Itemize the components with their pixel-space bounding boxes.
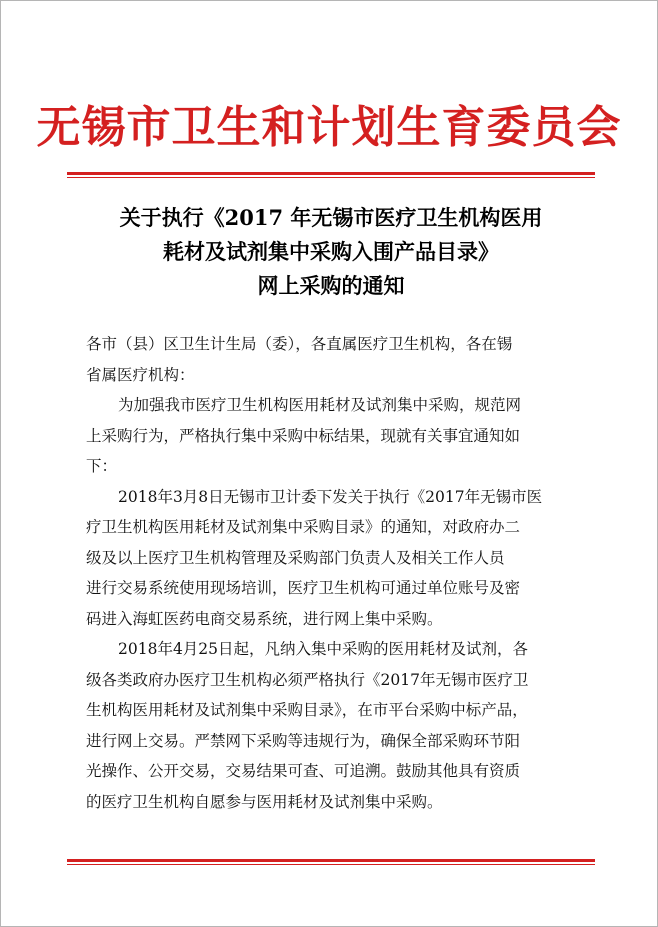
title-line: 耗材及试剂集中采购入围产品目录》 [163,239,499,264]
paragraph-line: 级各类政府办医疗卫生机构必须严格执行《2017年无锡市医疗卫 [86,670,529,689]
paragraph-line: 进行网上交易。严禁网下采购等违规行为，确保全部采购环节阳 [86,731,521,750]
paragraph-line: 码进入海虹医药电商交易系统，进行网上集中采购。 [86,609,443,628]
title-line: 关于执行《2017 年无锡市医疗卫生机构医用 [119,205,543,230]
paragraph-line: 2018年3月8日无锡市卫计委下发关于执行《2017年无锡市医 [118,487,543,506]
paragraph-line: 2018年4月25日起，凡纳入集中采购的医用耗材及试剂，各 [118,640,529,658]
paragraph-line: 上采购行为，严格执行集中采购中标结果，现就有关事宜通知如 [86,426,521,445]
notice-body [86,329,586,817]
title-line: 网上采购的通知 [257,273,405,298]
footer-rule-thin [67,864,595,865]
paragraph-line: 进行交易系统使用现场培训，医疗卫生机构可通过单位账号及密 [86,579,521,597]
notice-title [61,201,601,303]
agency-letterhead [1,98,657,158]
paragraph-line: 为加强我市医疗卫生机构医用耗材及试剂集中采购，规范网 [118,396,522,414]
paragraph-line: 下： [86,457,118,475]
header-rule-thin [67,177,595,178]
paragraph-line: 光操作、公开交易，交易结果可查、可追溯。鼓励其他具有资质 [86,762,521,780]
paragraph-line: 级及以上医疗卫生机构管理及采购部门负责人及相关工作人员 [86,548,505,567]
addressee-line: 省属医疗机构： [86,365,195,384]
paragraph-line: 疗卫生机构医用耗材及试剂集中采购目录》的通知，对政府办二 [86,518,521,536]
footer-rule-thick [67,859,595,862]
addressee-line: 各市（县）区卫生计生局（委），各直属医疗卫生机构，各在锡 [86,335,513,353]
paragraph-line: 的医疗卫生机构自愿参与医用耗材及试剂集中采购。 [86,792,443,811]
paragraph-line: 生机构医用耗材及试剂集中采购目录》，在市平台采购中标产品， [86,701,528,719]
header-rule-thick [67,172,595,175]
agency-name: 无锡市卫生和计划生育委员会 [36,102,622,153]
